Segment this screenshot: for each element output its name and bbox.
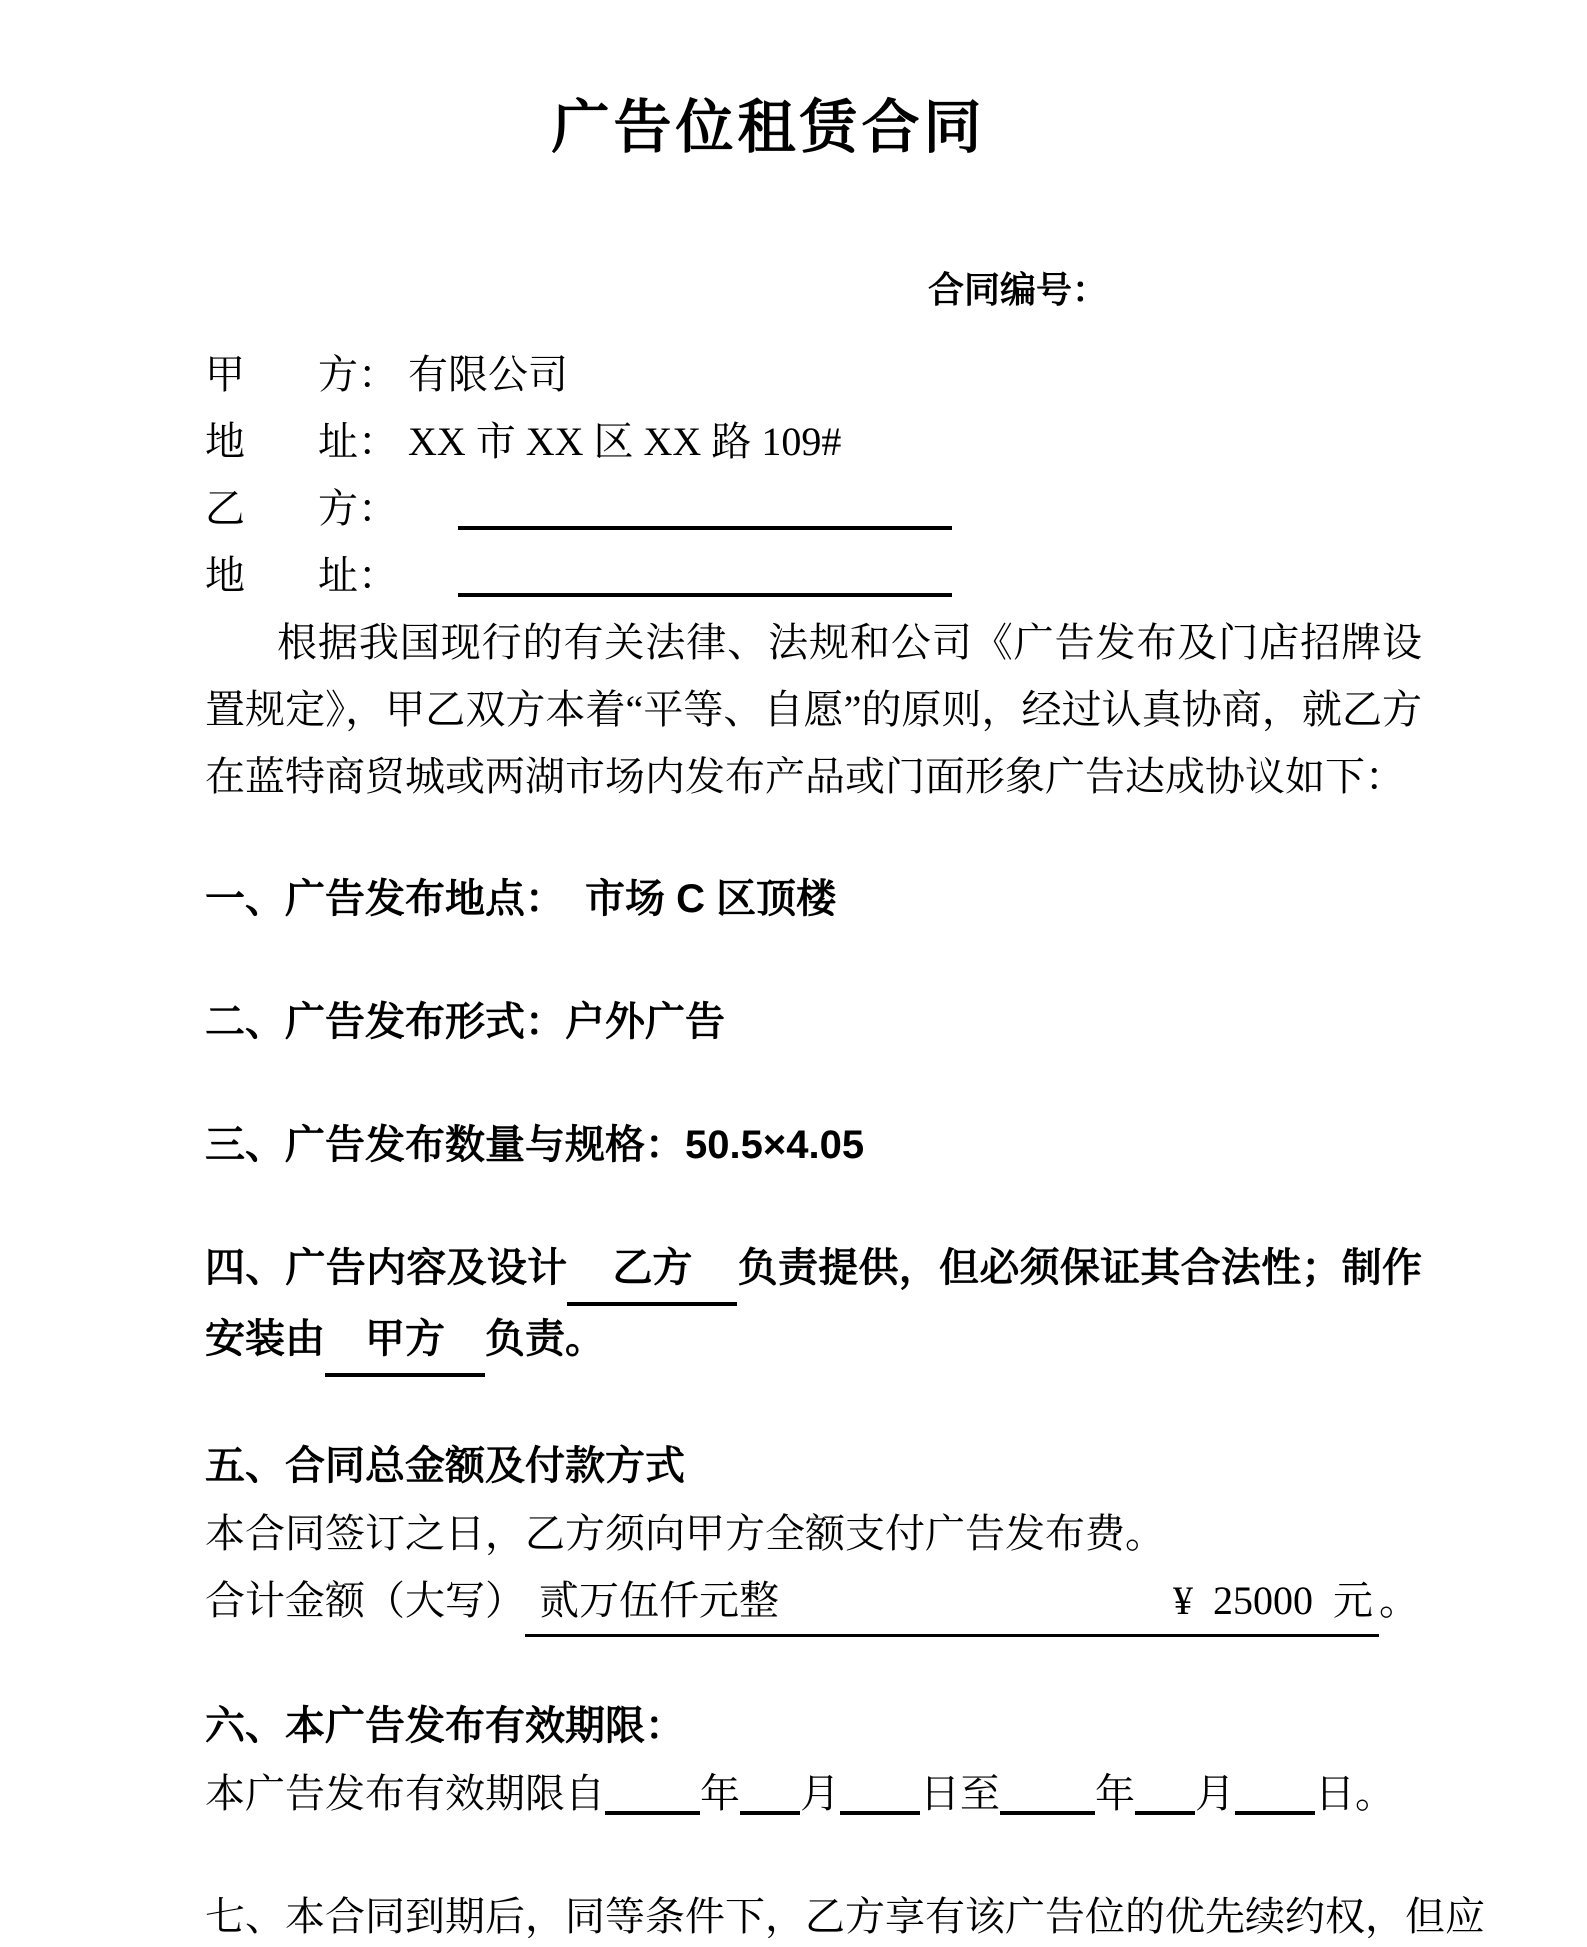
party-b-blank-field bbox=[458, 492, 952, 530]
section-4-blank-party-a-text: 甲方 bbox=[365, 1317, 445, 1361]
term-dates-text-4: 年 bbox=[1095, 1771, 1135, 1816]
term-dates-text-0: 本广告发布有效期限自 bbox=[205, 1771, 605, 1816]
party-a-row bbox=[205, 341, 1422, 408]
section-4-text-mid: 负责提供，但必须保证其合法性；制作安装由 bbox=[205, 1246, 1423, 1361]
section-4-blank-party-b bbox=[567, 1235, 737, 1306]
amount-words: 贰万伍仟元整 bbox=[539, 1578, 779, 1623]
amount-line bbox=[205, 1567, 1422, 1637]
preamble-paragraph: 根据我国现行的有关法律、法规和公司《广告发布及门店招牌设置规定》，甲乙双方本着“平等、自愿”的原则，经过认真协商，就乙方在蓝特商贸城或两湖市场内发布产品或门面形象广告达成协议如下： bbox=[205, 620, 1422, 799]
section-1-location: 一、广告发布地点： 市场 C 区顶楼 bbox=[205, 877, 837, 921]
party-b-address-colon: ： bbox=[358, 553, 398, 598]
party-b-address-row bbox=[205, 542, 1422, 609]
term-dates-text-3: 日至 bbox=[920, 1771, 1000, 1816]
end-year-blank-field bbox=[1000, 1777, 1095, 1815]
amount-blank-field bbox=[525, 1567, 1379, 1637]
party-info-block bbox=[205, 341, 1422, 609]
party-a-label-first: 甲 bbox=[205, 352, 245, 397]
section-3-quantity-size: 三、广告发布数量与规格：50.5×4.05 bbox=[205, 1123, 865, 1167]
party-a-value: 有限公司 bbox=[408, 352, 568, 397]
party-a-colon: ： bbox=[358, 352, 398, 397]
section-4-blank-party-a bbox=[325, 1306, 485, 1377]
start-year-blank-field bbox=[605, 1777, 700, 1815]
party-b-address-label-first: 地 bbox=[205, 553, 245, 598]
start-month-blank-field bbox=[740, 1777, 800, 1815]
term-dates-line bbox=[205, 1760, 1422, 1827]
section-4-content-design bbox=[205, 1235, 1422, 1377]
term-dates-text-6: 日。 bbox=[1315, 1771, 1395, 1816]
party-b-label-second: 方 bbox=[318, 486, 358, 531]
section-4-blank-party-b-text: 乙方 bbox=[612, 1246, 693, 1290]
party-b-address-label-second: 址 bbox=[318, 553, 358, 598]
term-dates-text-2: 月 bbox=[800, 1771, 840, 1816]
document-title: 广告位租赁合同 bbox=[551, 95, 986, 160]
start-day-blank-field bbox=[840, 1777, 920, 1815]
party-b-address-blank-field bbox=[458, 559, 952, 597]
party-a-address-colon: ： bbox=[358, 419, 398, 464]
term-dates-text-1: 年 bbox=[700, 1771, 740, 1816]
party-a-address-value: XX 市 XX 区 XX 路 109# bbox=[408, 419, 842, 464]
section-4-text-pre: 四、广告内容及设计 bbox=[205, 1246, 568, 1290]
party-b-colon: ： bbox=[358, 486, 398, 531]
end-month-blank-field bbox=[1135, 1777, 1195, 1815]
party-a-address-row bbox=[205, 408, 1422, 475]
amount-figures: ¥ 25000 元 bbox=[1173, 1578, 1373, 1623]
section-7-renewal: 七、本合同到期后，同等条件下，乙方享有该广告位的优先续约权，但应 bbox=[205, 1894, 1485, 1939]
payment-terms-line: 本合同签订之日，乙方须向甲方全额支付广告发布费。 bbox=[205, 1511, 1165, 1556]
section-2-format: 二、广告发布形式：户外广告 bbox=[205, 1000, 725, 1044]
term-dates-text-5: 月 bbox=[1195, 1771, 1235, 1816]
party-b-row bbox=[205, 475, 1422, 542]
party-a-address-label-second: 址 bbox=[318, 419, 358, 464]
contract-number-label: 合同编号： bbox=[928, 270, 1109, 310]
amount-period: 。 bbox=[1379, 1578, 1419, 1623]
section-4-text-post: 负责。 bbox=[485, 1317, 605, 1361]
section-5-heading: 五、合同总金额及付款方式 bbox=[205, 1444, 685, 1488]
party-a-label-second: 方 bbox=[318, 352, 358, 397]
party-a-address-label-first: 地 bbox=[205, 419, 245, 464]
amount-label: 合计金额（大写） bbox=[205, 1578, 525, 1623]
section-6-heading: 六、本广告发布有效期限： bbox=[205, 1704, 685, 1748]
party-b-label-first: 乙 bbox=[205, 486, 245, 531]
end-day-blank-field bbox=[1235, 1777, 1315, 1815]
